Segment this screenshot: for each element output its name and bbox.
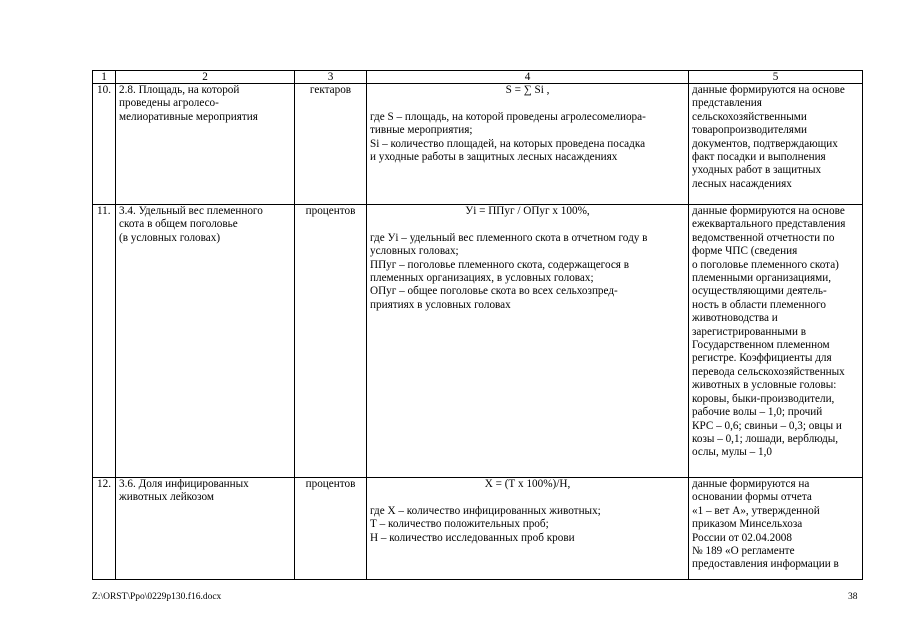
source-line: уходных работ в защитных	[692, 164, 822, 177]
header-col-1: 1	[93, 71, 116, 84]
formula-description-line: где Уi – удельный вес племенного скота в отчетном году в	[370, 231, 648, 244]
source-line: данные формируются на основе	[692, 84, 845, 96]
formula-description-line: Т – количество положительных проб;	[370, 518, 549, 531]
source-line: данные формируются на	[692, 478, 810, 490]
formula-description-line: и уходные работы в защитных лесных насаждениях	[370, 151, 618, 164]
indicator-name	[116, 205, 295, 478]
indicators-table	[92, 70, 863, 580]
source-line: ослы, мулы – 1,0	[692, 446, 772, 459]
indicator-name-line: 2.8. Площадь, на которой	[119, 84, 240, 96]
formula-description-line: тивные мероприятия;	[370, 124, 473, 137]
formula-description-line: приятиях в условных головах	[370, 298, 511, 311]
source-line: основании формы отчета	[692, 491, 812, 504]
header-col-5: 5	[689, 71, 863, 84]
formula: Х = (Т х 100%)/Н,	[484, 478, 571, 490]
source-line: предоставления информации в	[692, 558, 839, 571]
indicator-name	[116, 478, 295, 580]
formula-cell	[367, 478, 689, 580]
source-line: племенными организациями,	[692, 272, 832, 285]
table-row	[93, 205, 863, 478]
header-col-2: 2	[116, 71, 295, 84]
header-col-3: 3	[295, 71, 367, 84]
formula-description-line: условных головах;	[370, 245, 459, 258]
source-line: зарегистрированными в	[692, 325, 807, 338]
formula: Уi = ППуг / ОПуг x 100%,	[465, 205, 590, 217]
source-line: приказом Минсельхоза	[692, 518, 803, 531]
header-col-4: 4	[367, 71, 689, 84]
source-line: «1 – вет А», утвержденной	[692, 504, 820, 517]
indicator-name-line: 3.4. Удельный вес племенного	[119, 205, 263, 217]
source-line: регистре. Коэффициенты для	[692, 352, 832, 365]
source-cell	[689, 205, 863, 478]
formula-cell	[367, 84, 689, 205]
indicator-name-line: (в условных головах)	[119, 231, 221, 244]
formula-description-line: где Х – количество инфицированных животных;	[370, 504, 601, 517]
formula-description-line: ОПуг – общее поголовье скота во всех сельхозпред-	[370, 285, 618, 298]
footer-file-path: Z:\ORST\Ppo\0229p130.f16.docx	[92, 592, 222, 602]
indicator-name	[116, 84, 295, 205]
source-line: осуществляющими деятель-	[692, 285, 827, 298]
source-line: о поголовье племенного скота)	[692, 258, 839, 271]
formula-description-line: Н – количество исследованных проб крови	[370, 531, 575, 544]
table-header-row	[93, 71, 863, 84]
source-line: товаропроизводителями	[692, 124, 808, 137]
source-line: животных в условные головы:	[692, 379, 837, 392]
row-number: 11.	[93, 205, 116, 478]
source-line: ежеквартального представления	[692, 218, 846, 231]
source-line: ность в области племенного	[692, 298, 826, 311]
source-line: представления	[692, 97, 762, 110]
row-number: 12.	[93, 478, 116, 580]
source-line: КРС – 0,6; свиньи – 0,3; овцы и	[692, 419, 842, 432]
source-line: перевода сельскохозяйственных	[692, 365, 845, 378]
formula: S = ∑ Si ,	[505, 84, 550, 96]
source-line: сельскохозяйственными	[692, 110, 807, 123]
source-line: документов, подтверждающих	[692, 137, 838, 150]
indicator-name-line: проведены агролесо-	[119, 97, 219, 110]
source-cell	[689, 84, 863, 205]
source-line: рабочие волы – 1,0; прочий	[692, 406, 823, 419]
page-number: 38	[848, 592, 858, 602]
unit-cell: процентов	[295, 478, 367, 580]
formula-description-line: где S – площадь, на которой проведены агролесомелиора-	[370, 110, 646, 123]
row-number: 10.	[93, 84, 116, 205]
unit-cell: процентов	[295, 205, 367, 478]
source-line: козы – 0,1; лошади, верблюды,	[692, 432, 839, 445]
table-row	[93, 84, 863, 205]
source-line: факт посадки и выполнения	[692, 151, 826, 164]
formula-cell	[367, 205, 689, 478]
source-line: лесных насаждениях	[692, 177, 792, 190]
formula-description-line: ППуг – поголовье племенного скота, содержащегося в	[370, 258, 630, 271]
source-line: коровы, быки-производители,	[692, 392, 835, 405]
formula-description-line: Si – количество площадей, на которых проведена посадка	[370, 137, 646, 150]
indicator-name-line: скота в общем поголовье	[119, 218, 238, 231]
source-line: форме ЧПС (сведения	[692, 245, 798, 258]
unit-cell: гектаров	[295, 84, 367, 205]
indicator-name-line: 3.6. Доля инфицированных	[119, 478, 249, 490]
formula-description-line: племенных организациях, в условных головах;	[370, 272, 594, 285]
source-line: животноводства и	[692, 312, 778, 325]
indicator-name-line: животных лейкозом	[119, 491, 214, 504]
table-row	[93, 478, 863, 580]
source-line: России от 02.04.2008	[692, 531, 792, 544]
source-line: № 189 «О регламенте	[692, 545, 795, 558]
indicator-name-line: мелиоративные мероприятия	[119, 110, 258, 123]
source-cell	[689, 478, 863, 580]
source-line: данные формируются на основе	[692, 205, 845, 217]
source-line: ведомственной отчетности по	[692, 231, 835, 244]
source-line: Государственном племенном	[692, 339, 830, 352]
